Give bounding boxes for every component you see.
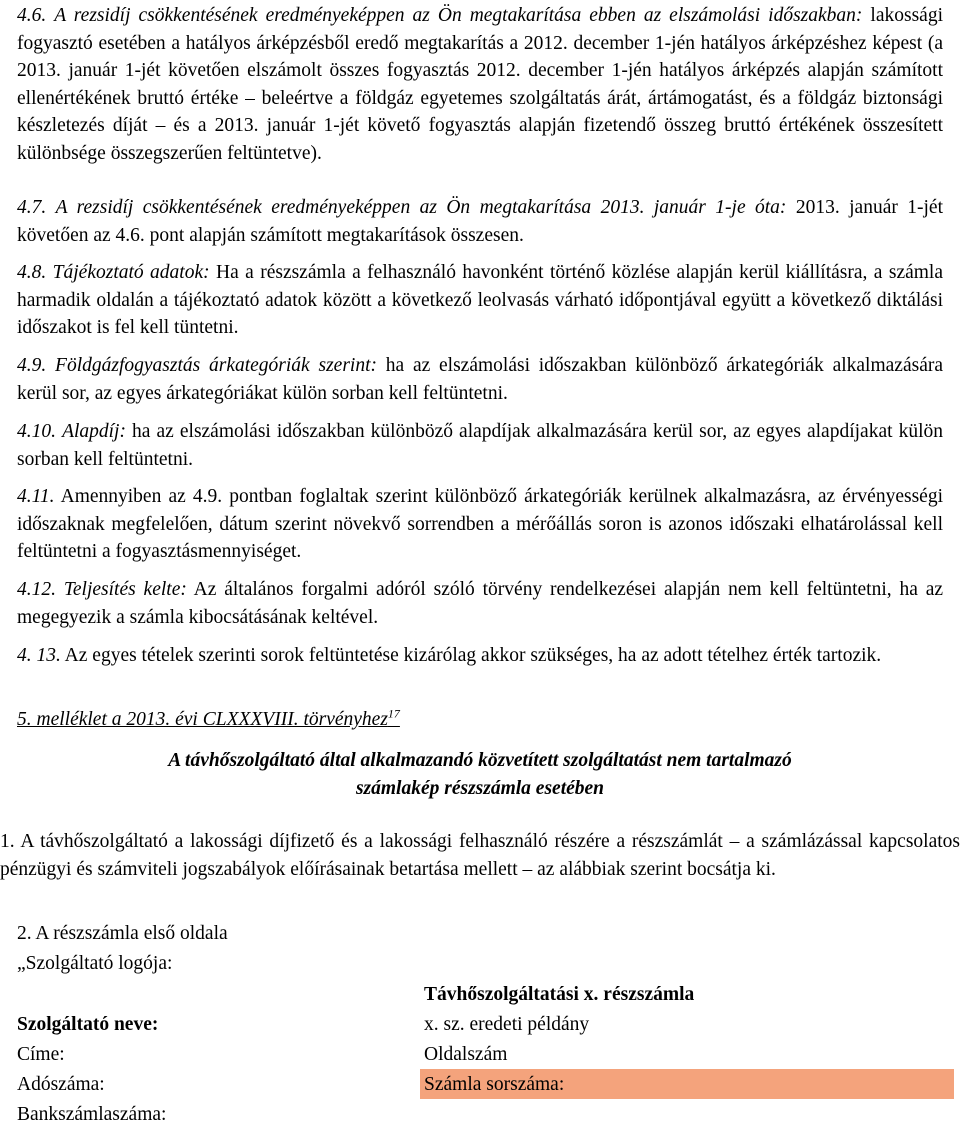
paragraph-text: ha az elszámolási időszakban különböző árkategóriák alkalmazására kerül sor, az egyes árkategóriákat külön sorban kell feltüntetni. [17, 355, 944, 404]
annex-title [17, 747, 943, 802]
paragraph-text: lakossági fogyasztó esetében a hatályos árképzésből eredő megtakarítás a 2012. december 1-jén hatályos árképzéshez képest (a 2013. január 1-jét követően elszámolt összes fogyasztás 2012. december 1-jén hatályos árképzés alapján számított ellenértékének bruttó értéke – beleértve a földgáz egyetemes szolgáltatás árát, ártámogatást, és a földgáz biztonsági készletezés díját – és a 2013. január 1-jét követő fogyasztás alapján fizetendő összeg bruttó értékének összesített különbsége összegszerűen feltüntetve). [17, 5, 943, 164]
section-1-text: 1. A távhőszolgáltató a lakossági díjfizető és a lakossági felhasználó részére a részszámlát – a számlázással kapcsolatos pénzügyi és számviteli jogszabályok előírásainak betartása mellett – az alábbiak szerint bocsátja ki. [0, 831, 960, 880]
paragraph-label: Alapdíj: [62, 421, 126, 442]
paragraph-label: Földgázfogyasztás árkategóriák szerint: [55, 355, 377, 376]
invoice-type-title: Távhőszolgáltatási x. részszámla [424, 984, 695, 1005]
paragraph-label: A rezsidíj csökkentésének eredményeképpen az Ön megtakarítása ebben az elszámolási időszakban: [54, 5, 863, 26]
bank-account-label: Bankszámlaszáma: [17, 1104, 167, 1125]
section-2-heading: 2. A részszámla első oldala [17, 923, 228, 944]
paragraph-number: 4.7. [17, 197, 47, 218]
provider-name-label: Szolgáltató neve: [17, 1014, 159, 1035]
copy-label: x. sz. eredeti példány [424, 1014, 590, 1035]
annex-title-line-2: számlakép részszámla esetében [355, 777, 605, 799]
paragraph-number: 4.6. [17, 5, 47, 26]
tax-number-label: Adószáma: [17, 1074, 105, 1095]
paragraph-number: 4. 13. [17, 645, 61, 666]
paragraph-text: Ha a részszámla a felhasználó havonként történő közlése alapján kerül kiállításra, a számla harmadik oldalán a tájékoztató adatok között a következő leolvasás várható időpontjával együtt a következő diktálási időszakot is fel kell tüntetni. [17, 262, 943, 338]
paragraph-label: Tájékoztató adatok: [52, 262, 210, 283]
page-number-label: Oldalszám [424, 1044, 508, 1065]
paragraph-4-12 [17, 576, 943, 631]
paragraph-number: 4.11. [17, 486, 55, 507]
paragraph-4-6 [17, 2, 943, 167]
annex-title-line-1: A távhőszolgáltató által alkalmazandó közvetített szolgáltatást nem tartalmazó [168, 750, 792, 771]
paragraph-text: 2013. január 1-jét követően az 4.6. pont alapján számított megtakarítások összesen. [17, 197, 944, 246]
paragraph-4-8 [17, 259, 943, 342]
paragraph-number: 4.10. [17, 421, 56, 442]
paragraph-4-7 [17, 194, 943, 249]
provider-logo-label: „Szolgáltató logója: [17, 953, 173, 974]
footnote-marker: 17 [387, 706, 400, 721]
paragraph-4-13 [17, 642, 943, 670]
paragraph-label: Teljesítés kelte: [63, 579, 187, 600]
paragraph-4-10 [17, 418, 943, 473]
paragraph-number: 4.8. [17, 262, 47, 283]
address-label: Címe: [17, 1044, 65, 1065]
annex-heading [17, 706, 400, 734]
invoice-number-label: Számla sorszáma: [424, 1074, 565, 1095]
annex-heading-text: 5. melléklet a 2013. évi CLXXXVIII. törvényhez [17, 709, 388, 730]
paragraph-text: Amennyiben az 4.9. pontban foglaltak szerint különböző árkategóriák kerülnek alkalmazásra, az érvényességi időszaknak megfelelően, dátum szerint növekvő sorrendben a mérőállás soron is azonos időszaki elhatárolással kell feltüntetni a fogyasztásmennyiséget. [17, 486, 943, 562]
paragraph-text: Az egyes tételek szerinti sorok feltüntetése kizárólag akkor szükséges, ha az adott tételhez érték tartozik. [60, 645, 882, 666]
paragraph-text: ha az elszámolási időszakban különböző alapdíjak alkalmazására kerül sor, az egyes alapdíjakat külön sorban kell feltüntetni. [17, 421, 944, 470]
paragraph-number: 4.12. [17, 579, 56, 600]
paragraph-label: A rezsidíj csökkentésének eredményeképpen az Ön megtakarítása 2013. január 1-je óta: [55, 197, 787, 218]
paragraph-number: 4.9. [17, 355, 47, 376]
paragraph-4-11 [17, 483, 943, 566]
paragraph-4-9 [17, 352, 943, 407]
paragraph-text: Az általános forgalmi adóról szóló törvény rendelkezései alapján nem kell feltüntetni, ha az megegyezik a számla kibocsátásának keltével. [17, 579, 944, 628]
